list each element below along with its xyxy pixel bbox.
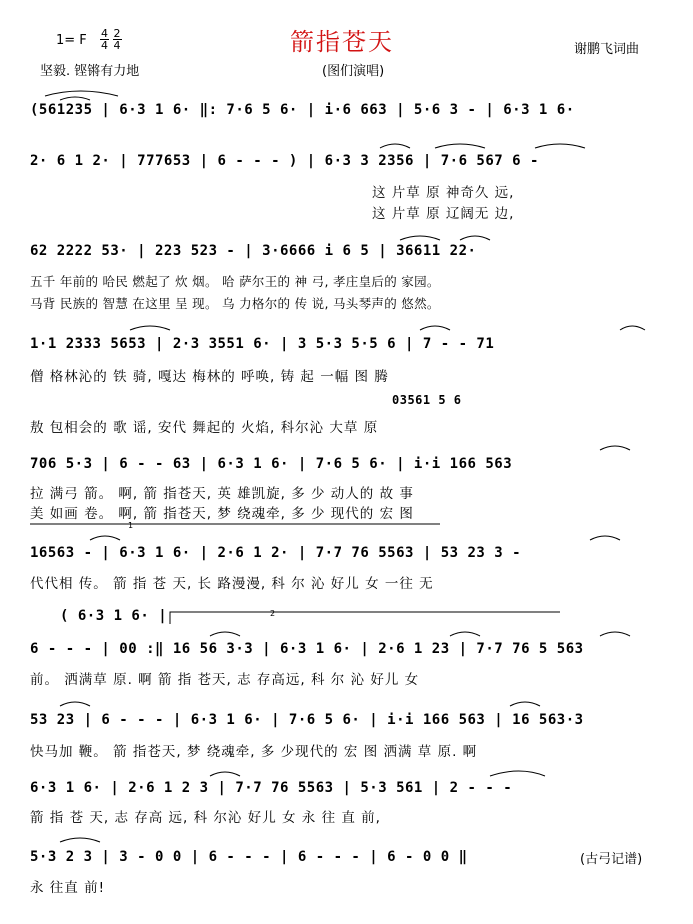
time-signature: 4 2 4 4 xyxy=(101,27,121,52)
lyric-row-3b: 马背 民族的 智慧 在这里 呈 现。 乌 力格尔的 传 说, 马头琴声的 悠然。 xyxy=(30,296,440,311)
transcriber-credit: (古弓记谱) xyxy=(580,852,643,867)
lyric-row-8: 前。 洒满草 原. 啊 箭 指 苍天, 志 存高远, 科 尔 沁 好儿 女 xyxy=(30,672,420,688)
lyric-row-10: 箭 指 苍 天, 志 存高 远, 科 尔沁 好儿 女 永 往 直 前, xyxy=(30,810,381,826)
lyric-row-6a: 拉 满弓 箭。 啊, 箭 指苍天, 英 雄凯旋, 多 少 动人的 故 事 xyxy=(30,486,414,502)
song-title: 箭指苍天 xyxy=(290,28,394,56)
svg-text:2: 2 xyxy=(270,609,276,618)
notation-row-ossia: 03561 5 6 xyxy=(392,393,462,407)
lyric-row-6b: 美 如画 卷。 啊, 箭 指苍天, 梦 绕魂牵, 多 少 现代的 宏 图 xyxy=(30,506,414,522)
notation-row-9: 53 23 | 6 - - - | 6·3 1 6· | 7·6 5 6· | i·i 166 563 | 16 563·3 xyxy=(30,712,584,728)
notation-row-2: 2· 6 1 2· | 777653 | 6 - - - ) | 6·3 3 2356 | 7·6 567 6 - xyxy=(30,153,539,169)
lyric-row-4: 僧 格林沁的 铁 骑, 嘎达 梅林的 呼唤, 铸 起 一幅 图 腾 xyxy=(30,369,389,385)
notation-row-4: 1·1 2333 5653 | 2·3 3551 6· | 3 5·3 5·5 6 | 7 - - 71 xyxy=(30,336,495,352)
lyric-row-11: 永 往直 前! xyxy=(30,880,105,896)
author-credit: 谢鹏飞词曲 xyxy=(574,42,640,57)
lyric-row-2b: 这 片草 原 辽阔无 边, xyxy=(372,206,515,222)
notation-row-6: 16563 - | 6·3 1 6· | 2·6 1 2· | 7·7 76 5563 | 53 23 3 - xyxy=(30,545,522,561)
notation-row-7: ( 6·3 1 6· | xyxy=(60,608,168,624)
notation-row-10: 6·3 1 6· | 2·6 1 2 3 | 7·7 76 5563 | 5·3 561 | 2 - - - xyxy=(30,780,513,796)
notation-row-1: (561235 | 6·3 1 6· ‖: 7·6 5 6· | i·6 663 | 5·6 3 - | 6·3 1 6· xyxy=(30,102,575,118)
notation-row-8: 6 - - - | 00 :‖ 16 56 3·3 | 6·3 1 6· | 2·6 1 23 | 7·7 76 5 563 xyxy=(30,641,584,657)
lyric-row-5: 敖 包相会的 歌 谣, 安代 舞起的 火焰, 科尔沁 大草 原 xyxy=(30,420,379,436)
performer-credit: (图们演唱) xyxy=(322,64,385,79)
svg-text:1: 1 xyxy=(128,521,134,530)
lyric-row-7: 代代相 传。 箭 指 苍 天, 长 路漫漫, 科 尔 沁 好儿 女 一往 无 xyxy=(30,576,434,592)
notation-row-3: 62 2222 53· | 223 523 - | 3·6666 i 6 5 | 36611 22· xyxy=(30,243,477,259)
notation-row-5: 706 5·3 | 6 - - 63 | 6·3 1 6· | 7·6 5 6· | i·i 166 563 xyxy=(30,456,513,472)
key-signature: 1= F xyxy=(56,33,87,48)
lyric-row-2a: 这 片草 原 神奇久 远, xyxy=(372,185,515,201)
lyric-row-3a: 五千 年前的 哈民 燃起了 炊 烟。 哈 萨尔王的 神 弓, 孝庄皇后的 家园。 xyxy=(30,274,440,289)
tempo-marking: 坚毅. 铿锵有力地 xyxy=(40,64,140,79)
lyric-row-9: 快马加 鞭。 箭 指苍天, 梦 绕魂牵, 多 少现代的 宏 图 洒满 草 原. 啊 xyxy=(30,744,478,760)
notation-row-11: 5·3 2 3 | 3 - 0 0 | 6 - - - | 6 - - - | 6 - 0 0 ‖ xyxy=(30,849,468,865)
